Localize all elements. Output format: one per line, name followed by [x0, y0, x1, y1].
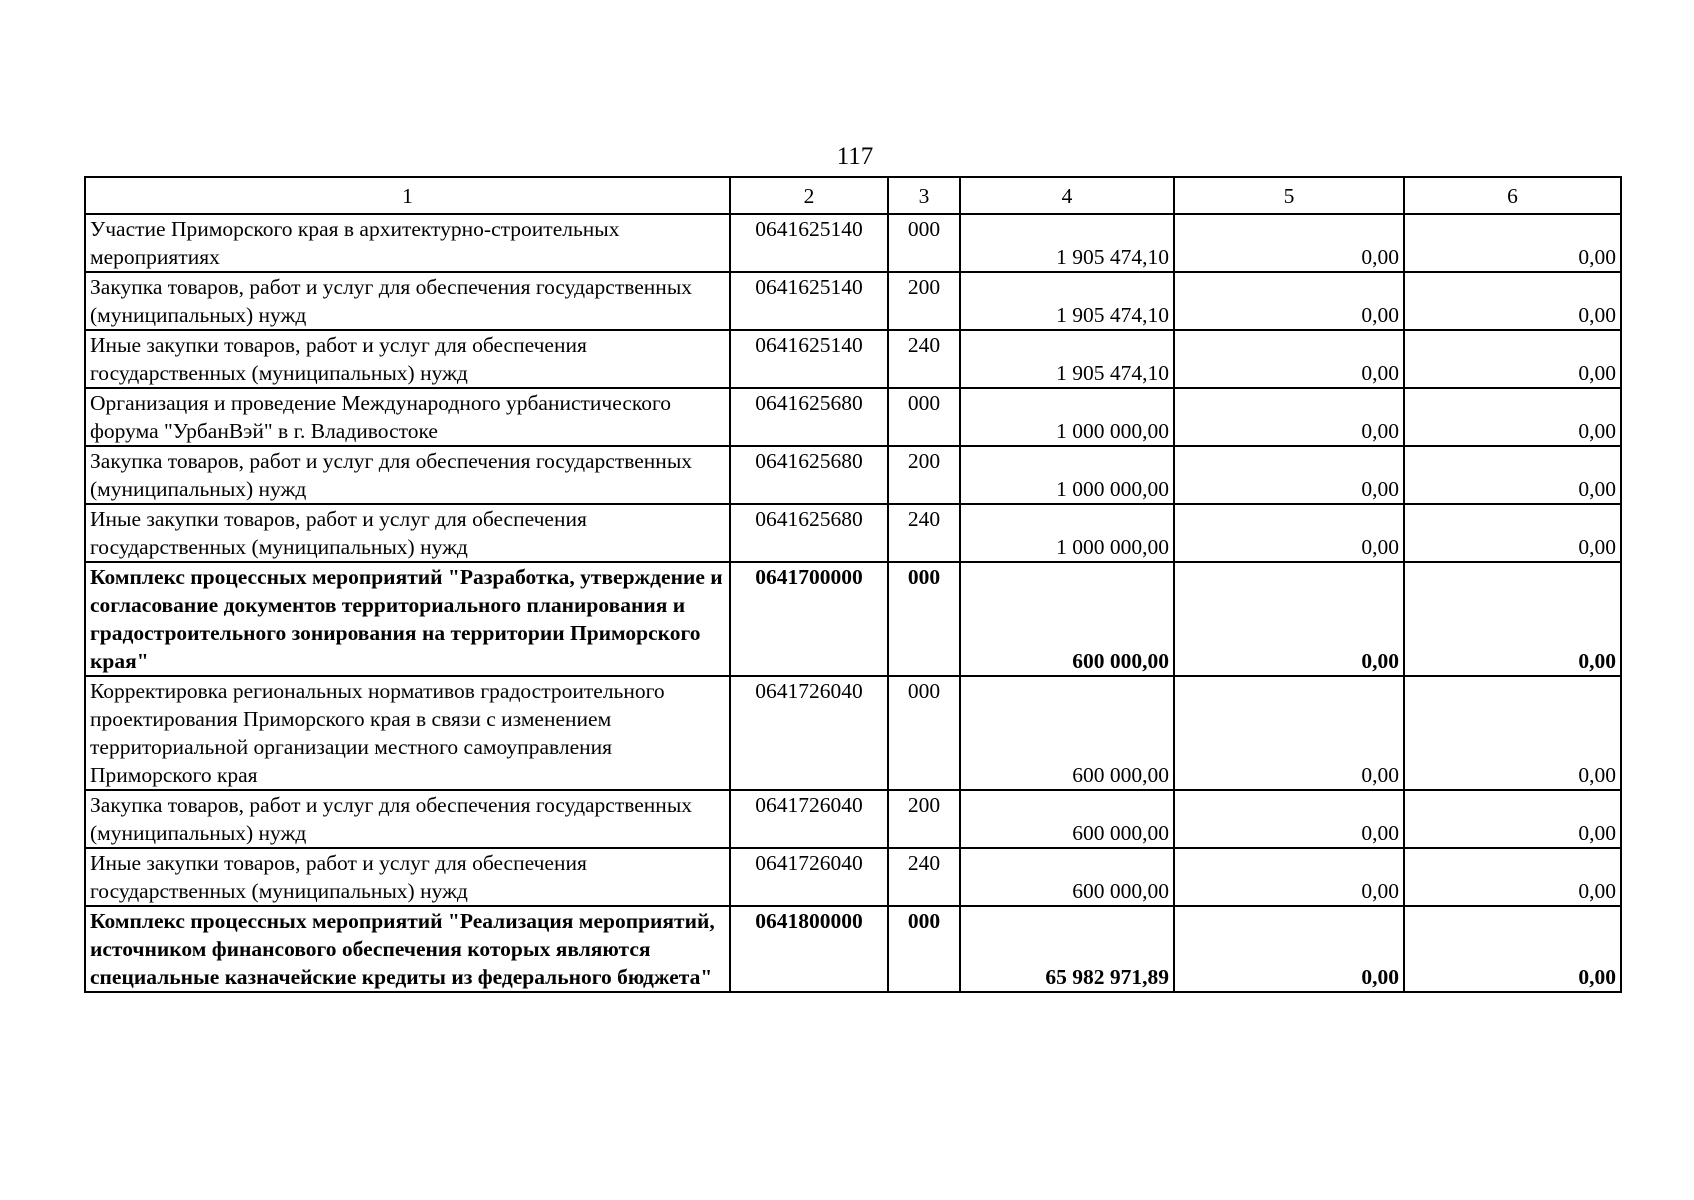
row-type-cell: 000: [888, 388, 960, 446]
row-name-cell: Иные закупки товаров, работ и услуг для обеспечения государственных (муниципальных) нужд: [85, 504, 730, 562]
row-amount-col5: 0,00: [1174, 848, 1404, 906]
row-type-cell: 240: [888, 330, 960, 388]
table-body: [85, 214, 1621, 992]
header-row: [85, 177, 1621, 214]
row-amount-col5: 0,00: [1174, 446, 1404, 504]
row-amount-col4: 1 000 000,00: [960, 446, 1174, 504]
row-name-cell: Корректировка региональных нормативов градостроительного проектирования Приморского края в связи с изменением территориальной организации местного самоуправления Приморского края: [85, 676, 730, 790]
row-type-cell: 240: [888, 504, 960, 562]
row-code-cell: 0641625680: [730, 446, 888, 504]
row-amount-col4: 1 000 000,00: [960, 388, 1174, 446]
row-amount-col5: 0,00: [1174, 906, 1404, 992]
row-code-cell: 0641726040: [730, 790, 888, 848]
row-name-cell: Закупка товаров, работ и услуг для обеспечения государственных (муниципальных) нужд: [85, 790, 730, 848]
table-row: [85, 504, 1621, 562]
row-type-cell: 200: [888, 272, 960, 330]
row-type-cell: 240: [888, 848, 960, 906]
row-amount-col6: 0,00: [1404, 676, 1621, 790]
row-amount-col4: 1 905 474,10: [960, 272, 1174, 330]
row-type-cell: 000: [888, 906, 960, 992]
row-amount-col6: 0,00: [1404, 446, 1621, 504]
row-type-cell: 000: [888, 562, 960, 676]
row-amount-col6: 0,00: [1404, 272, 1621, 330]
row-amount-col6: 0,00: [1404, 504, 1621, 562]
table-row: [85, 562, 1621, 676]
row-amount-col4: 600 000,00: [960, 790, 1174, 848]
row-code-cell: 0641800000: [730, 906, 888, 992]
table-row: [85, 446, 1621, 504]
row-name-cell: Комплекс процессных мероприятий "Реализация мероприятий, источником финансового обеспечения которых являются специальные казначейские кредиты из федерального бюджета": [85, 906, 730, 992]
header-col-4: 4: [960, 177, 1174, 214]
table-row: [85, 906, 1621, 992]
row-code-cell: 0641625680: [730, 504, 888, 562]
row-amount-col5: 0,00: [1174, 330, 1404, 388]
row-amount-col4: 600 000,00: [960, 848, 1174, 906]
row-code-cell: 0641700000: [730, 562, 888, 676]
header-col-6: 6: [1404, 177, 1621, 214]
row-amount-col5: 0,00: [1174, 676, 1404, 790]
row-name-cell: Закупка товаров, работ и услуг для обеспечения государственных (муниципальных) нужд: [85, 272, 730, 330]
row-amount-col4: 65 982 971,89: [960, 906, 1174, 992]
row-type-cell: 200: [888, 446, 960, 504]
row-name-cell: Закупка товаров, работ и услуг для обеспечения государственных (муниципальных) нужд: [85, 446, 730, 504]
row-name-cell: Комплекс процессных мероприятий "Разработка, утверждение и согласование документов территориального планирования и градостроительного зонирования на территории Приморского края": [85, 562, 730, 676]
row-type-cell: 000: [888, 676, 960, 790]
table-row: [85, 848, 1621, 906]
header-col-3: 3: [888, 177, 960, 214]
row-amount-col5: 0,00: [1174, 562, 1404, 676]
row-code-cell: 0641625140: [730, 214, 888, 272]
budget-table: [84, 176, 1622, 993]
row-amount-col6: 0,00: [1404, 790, 1621, 848]
row-name-cell: Иные закупки товаров, работ и услуг для обеспечения государственных (муниципальных) нужд: [85, 330, 730, 388]
row-amount-col6: 0,00: [1404, 330, 1621, 388]
row-code-cell: 0641726040: [730, 676, 888, 790]
row-name-cell: Участие Приморского края в архитектурно-строительных мероприятиях: [85, 214, 730, 272]
table-row: [85, 790, 1621, 848]
row-code-cell: 0641726040: [730, 848, 888, 906]
row-amount-col5: 0,00: [1174, 388, 1404, 446]
row-amount-col5: 0,00: [1174, 504, 1404, 562]
row-amount-col4: 600 000,00: [960, 676, 1174, 790]
row-amount-col6: 0,00: [1404, 906, 1621, 992]
row-name-cell: Иные закупки товаров, работ и услуг для обеспечения государственных (муниципальных) нужд: [85, 848, 730, 906]
row-amount-col5: 0,00: [1174, 214, 1404, 272]
row-amount-col4: 600 000,00: [960, 562, 1174, 676]
row-type-cell: 000: [888, 214, 960, 272]
row-amount-col4: 1 905 474,10: [960, 330, 1174, 388]
row-code-cell: 0641625140: [730, 272, 888, 330]
row-amount-col5: 0,00: [1174, 272, 1404, 330]
header-col-2: 2: [730, 177, 888, 214]
row-amount-col5: 0,00: [1174, 790, 1404, 848]
row-code-cell: 0641625140: [730, 330, 888, 388]
table-row: [85, 272, 1621, 330]
row-amount-col6: 0,00: [1404, 214, 1621, 272]
page-number: 117: [836, 143, 874, 170]
row-amount-col6: 0,00: [1404, 848, 1621, 906]
row-amount-col6: 0,00: [1404, 562, 1621, 676]
header-col-1: 1: [85, 177, 730, 214]
header-col-5: 5: [1174, 177, 1404, 214]
row-amount-col6: 0,00: [1404, 388, 1621, 446]
table-row: [85, 676, 1621, 790]
table-row: [85, 330, 1621, 388]
row-amount-col4: 1 905 474,10: [960, 214, 1174, 272]
row-type-cell: 200: [888, 790, 960, 848]
table-row: [85, 388, 1621, 446]
row-code-cell: 0641625680: [730, 388, 888, 446]
row-amount-col4: 1 000 000,00: [960, 504, 1174, 562]
table-row: [85, 214, 1621, 272]
row-name-cell: Организация и проведение Международного урбанистического форума "УрбанВэй" в г. Владивостоке: [85, 388, 730, 446]
